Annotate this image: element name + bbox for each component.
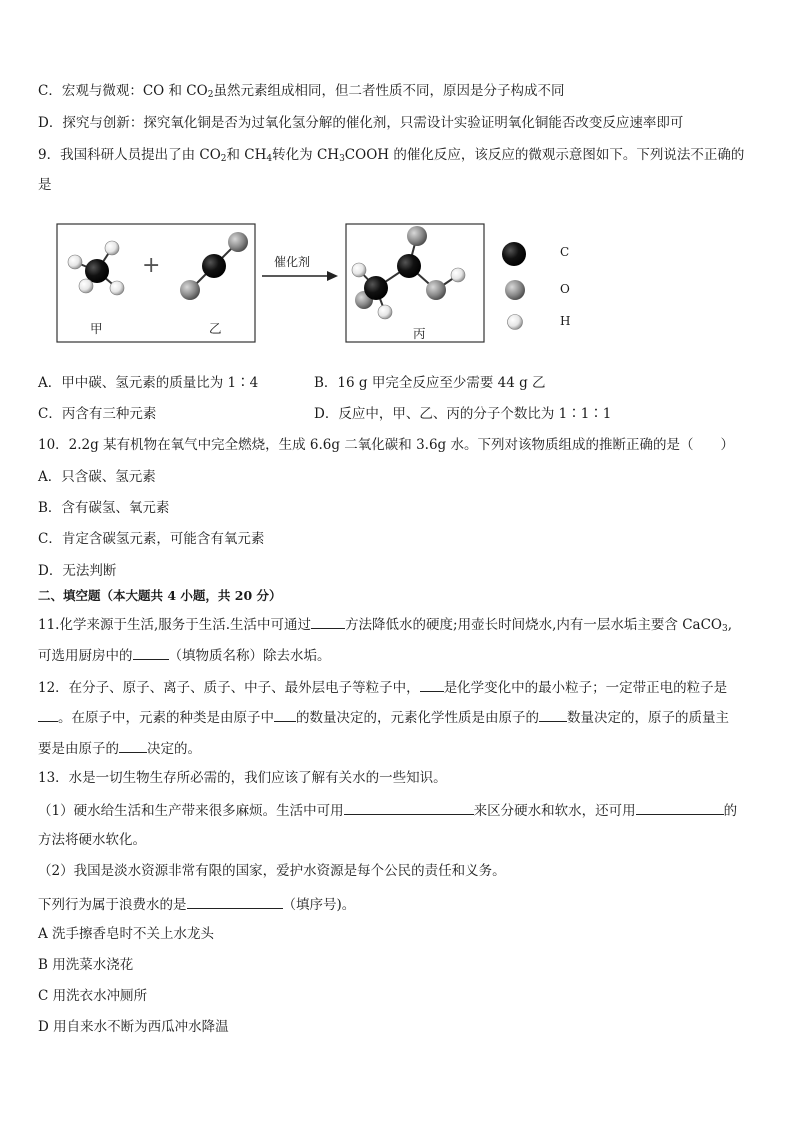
legend-label-o: O <box>560 282 570 296</box>
q11-line-2: 可选用厨房中的 （填物质名称）除去水垢。 <box>38 645 331 665</box>
q12-line-2: 。在原子中，元素的种类是由原子中 的数量决定的，元素化学性质是由原子的 数量决定的，原子的质量主 <box>38 707 729 727</box>
reaction-figure <box>0 0 794 360</box>
q13-part1-line1: （1）硬水给生活和生产带来很多麻烦。生活中可用 来区分硬水和软水，还可用 的 <box>38 800 737 820</box>
legend-label-c: C <box>560 245 570 259</box>
q9-stem-cont: 是 <box>38 177 52 193</box>
q13-option-b: B 用洗菜水浇花 <box>38 957 134 973</box>
q12-line-1: 12．在分子、原子、离子、质子、中子、最外层电子等粒子中， 是化学变化中的最小粒子；一定带正电的粒子是 <box>38 677 727 697</box>
q9-option-a: A．甲中碳、氢元素的质量比为 1∶4 <box>38 375 259 391</box>
legend-label-h: H <box>560 314 571 328</box>
q10-option-c: C．肯定含碳氢元素，可能含有氧元素 <box>38 531 265 547</box>
legend-oxygen-atom <box>505 280 525 300</box>
q10-stem: 10．2.2g 某有机物在氧气中完全燃烧，生成 6.6g 二氧化碳和 3.6g 水。下列对该物质组成的推断正确的是（ ） <box>38 437 734 453</box>
label-bing: 丙 <box>413 326 426 341</box>
q10-option-b: B．含有碳氢、氧元素 <box>38 500 170 516</box>
q8-option-d: D．探究与创新：探究氧化铜是否为过氧化氢分解的催化剂，只需设计实验证明氧化铜能否改变反应速率即可 <box>38 115 684 131</box>
q13-part2: （2）我国是淡水资源非常有限的国家，爱护水资源是每个公民的责任和义务。 <box>38 863 506 879</box>
section-heading: 二、填空题（本大题共 4 小题，共 20 分） <box>38 588 282 603</box>
q9-stem: 9．我国科研人员提出了由 $CO_2$和 $CH_4$转化为 $CH_3COOH$ 的催化反应，该反应的微观示意图如下。下列说法不正确的 <box>38 147 745 164</box>
reaction-diagram <box>0 0 794 360</box>
legend-hydrogen-atom <box>508 315 523 330</box>
q13-part3: 下列行为属于浪费水的是 （填序号)。 <box>38 894 355 914</box>
legend-carbon-atom <box>502 242 526 266</box>
q12-line-3: 要是由原子的 决定的。 <box>38 738 201 758</box>
label-jia: 甲 <box>90 321 103 336</box>
q11-line-1: 11.化学来源于生活,服务于生活.生活中可通过 方法降低水的硬度;用壶长时间烧水,内有一层水垢主要含 CaCO$_3$, <box>38 614 732 634</box>
q10-option-d: D．无法判断 <box>38 563 117 579</box>
q8-option-c: C．宏观与微观：CO 和 $CO_2$虽然元素组成相同，但二者性质不同，原因是分子构成不同 <box>38 83 565 100</box>
q13-option-c: C 用洗衣水冲厕所 <box>38 988 148 1004</box>
q13-part1-line2: 方法将硬水软化。 <box>38 832 146 848</box>
plus-sign: + <box>142 253 161 278</box>
q13-option-a: A 洗手擦香皂时不关上水龙头 <box>38 926 215 942</box>
q9-option-c: C．丙含有三种元素 <box>38 406 157 422</box>
q10-option-a: A．只含碳、氢元素 <box>38 469 156 485</box>
q13-option-d: D 用自来水不断为西瓜冲水降温 <box>38 1019 229 1035</box>
catalyst-label: 催化剂 <box>274 255 311 269</box>
q9-option-b: B．16 g 甲完全反应至少需要 44 g 乙 <box>314 375 546 391</box>
label-yi: 乙 <box>209 321 222 336</box>
q9-option-d: D．反应中，甲、乙、丙的分子个数比为 1∶1∶1 <box>314 406 612 422</box>
q13-stem: 13．水是一切生物生存所必需的，我们应该了解有关水的一些知识。 <box>38 770 447 786</box>
